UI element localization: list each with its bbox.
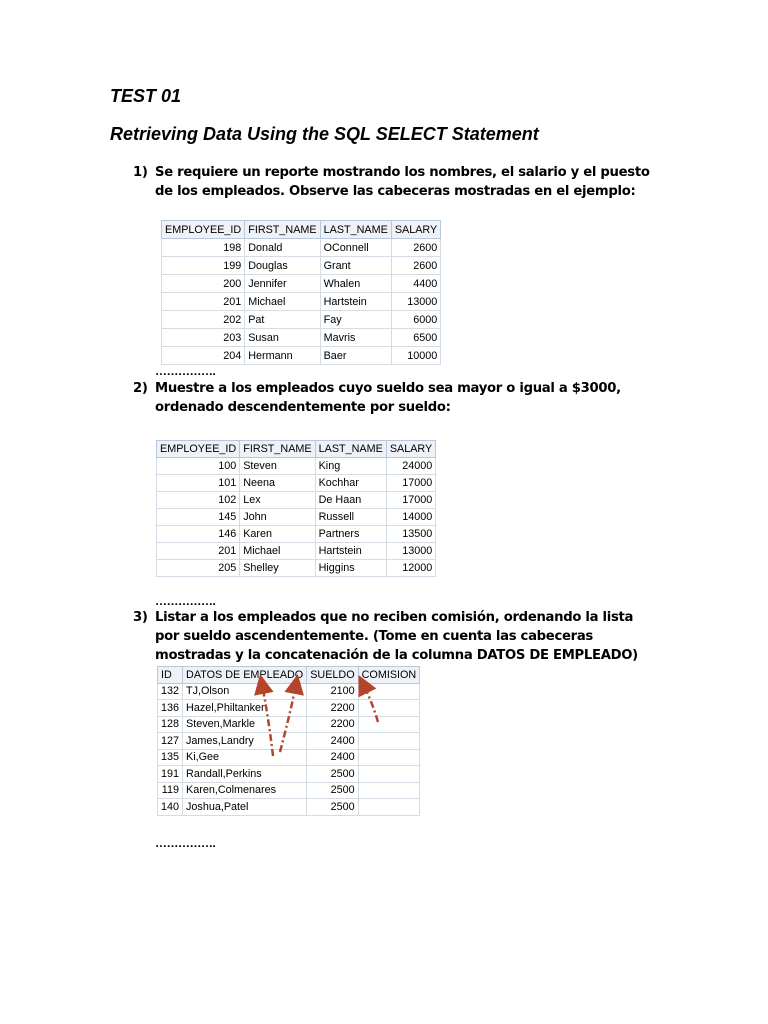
table-row [162,329,441,347]
table-cell [358,716,420,733]
table-cell: Partners [315,526,386,543]
table-cell: 2500 [307,799,358,816]
table-cell: 202 [162,311,245,329]
table-cell: Hartstein [320,293,391,311]
table-row [158,733,420,750]
table-cell: 6000 [391,311,440,329]
table-cell [358,749,420,766]
table-cell: 191 [158,766,183,783]
column-header: FIRST_NAME [240,441,315,458]
table-cell: Kochhar [315,475,386,492]
table-cell [358,799,420,816]
answer-placeholder-3: ……………. [155,836,216,850]
table-cell: 100 [157,458,240,475]
table-cell: 2100 [307,683,358,700]
table-cell: John [240,509,315,526]
column-header: SUELDO [307,667,358,684]
table-cell: Higgins [315,560,386,577]
table-cell: 13000 [391,293,440,311]
table-cell: 6500 [391,329,440,347]
table-cell: Whalen [320,275,391,293]
table-cell: Hermann [245,347,320,365]
table-cell: Baer [320,347,391,365]
table-cell: Shelley [240,560,315,577]
table-cell: 203 [162,329,245,347]
table-row [158,749,420,766]
table-cell: 135 [158,749,183,766]
table-row [157,492,436,509]
table-cell [358,683,420,700]
table-cell: 200 [162,275,245,293]
table-header-row [157,441,436,458]
table-cell: 201 [157,543,240,560]
page-subtitle: Retrieving Data Using the SQL SELECT Statement [110,124,539,144]
question-2 [133,379,653,419]
table-cell: Douglas [245,257,320,275]
table-cell: Jennifer [245,275,320,293]
column-header: DATOS DE EMPLEADO [183,667,307,684]
question-number: 1) [133,165,148,180]
table-cell: Lex [240,492,315,509]
table-row [157,509,436,526]
table-cell: Randall,Perkins [183,766,307,783]
table-cell: 2600 [391,257,440,275]
table-row [158,700,420,717]
table-cell: 201 [162,293,245,311]
table-cell: 136 [158,700,183,717]
table-cell: 102 [157,492,240,509]
table-cell: 4400 [391,275,440,293]
table-cell: 12000 [386,560,435,577]
table-cell: Pat [245,311,320,329]
table-cell: Ki,Gee [183,749,307,766]
table-cell [358,700,420,717]
table-row [158,766,420,783]
table-cell: 119 [158,782,183,799]
table-cell: 2400 [307,749,358,766]
table-cell: 2200 [307,716,358,733]
question-number: 3) [133,610,148,625]
question-text: Muestre a los empleados cuyo sueldo sea mayor o igual a $3000, ordenado descendentemente por sueldo: [155,381,621,415]
table-row [162,257,441,275]
table-cell: 17000 [386,475,435,492]
answer-placeholder-2: ……………. [155,594,216,608]
table-row [158,716,420,733]
question-number: 2) [133,381,148,396]
table-row [158,799,420,816]
table-cell: 10000 [391,347,440,365]
table-cell: Hartstein [315,543,386,560]
table-cell: 24000 [386,458,435,475]
column-header: SALARY [391,221,440,239]
table-cell [358,766,420,783]
question-3 [133,608,653,666]
page-title: TEST 01 [110,86,182,106]
table-cell: 204 [162,347,245,365]
question-text: Se requiere un reporte mostrando los nombres, el salario y el puesto de los empleados. Observe las cabeceras mostradas en el ejemplo: [155,165,650,199]
table-row [162,347,441,365]
column-header: LAST_NAME [320,221,391,239]
question-1 [133,163,653,203]
table-cell: Michael [240,543,315,560]
result-table-3 [157,666,420,816]
table-cell: Susan [245,329,320,347]
column-header: EMPLOYEE_ID [162,221,245,239]
table-cell: Karen,Colmenares [183,782,307,799]
table-cell: Grant [320,257,391,275]
table-row [158,782,420,799]
table-cell: Fay [320,311,391,329]
result-table-2 [156,440,436,577]
table-cell: 2200 [307,700,358,717]
table-cell: Donald [245,239,320,257]
column-header: EMPLOYEE_ID [157,441,240,458]
table-cell: Joshua,Patel [183,799,307,816]
table-cell: 2400 [307,733,358,750]
table-cell: Michael [245,293,320,311]
table-cell: De Haan [315,492,386,509]
table-row [157,526,436,543]
column-header: LAST_NAME [315,441,386,458]
table-cell: 13500 [386,526,435,543]
table-cell: 13000 [386,543,435,560]
result-table-1 [161,220,441,365]
table-row [162,311,441,329]
table-header-row [158,667,420,684]
column-header: ID [158,667,183,684]
table-cell: 146 [157,526,240,543]
answer-placeholder-1: ……………. [155,364,216,378]
table-cell: 140 [158,799,183,816]
table-row [157,560,436,577]
column-header: SALARY [386,441,435,458]
table-row [158,683,420,700]
table-cell: 2600 [391,239,440,257]
table-cell: 2500 [307,766,358,783]
table-row [157,543,436,560]
table-cell: 128 [158,716,183,733]
table-cell: 127 [158,733,183,750]
table-cell: Hazel,Philtanker [183,700,307,717]
table-cell: Steven [240,458,315,475]
table-cell [358,733,420,750]
table-cell: 199 [162,257,245,275]
table-cell: King [315,458,386,475]
table-row [157,458,436,475]
table-cell: Russell [315,509,386,526]
table-cell [358,782,420,799]
table-header-row [162,221,441,239]
column-header: COMISION [358,667,420,684]
table-cell: Mavris [320,329,391,347]
table-cell: 132 [158,683,183,700]
table-cell: 198 [162,239,245,257]
table-row [162,293,441,311]
table-cell: TJ,Olson [183,683,307,700]
table-cell: 2500 [307,782,358,799]
column-header: FIRST_NAME [245,221,320,239]
table-cell: OConnell [320,239,391,257]
table-cell: Karen [240,526,315,543]
table-row [162,275,441,293]
table-row [162,239,441,257]
table-cell: 145 [157,509,240,526]
table-cell: 14000 [386,509,435,526]
table-cell: Steven,Markle [183,716,307,733]
table-cell: Neena [240,475,315,492]
table-row [157,475,436,492]
table-cell: James,Landry [183,733,307,750]
table-cell: 17000 [386,492,435,509]
table-cell: 205 [157,560,240,577]
question-text: Listar a los empleados que no reciben comisión, ordenando la lista por sueldo ascendentemente. (Tome en cuenta las cabeceras mostradas y la concatenación de la columna DATOS DE EMPLEADO) [155,610,638,663]
table-cell: 101 [157,475,240,492]
